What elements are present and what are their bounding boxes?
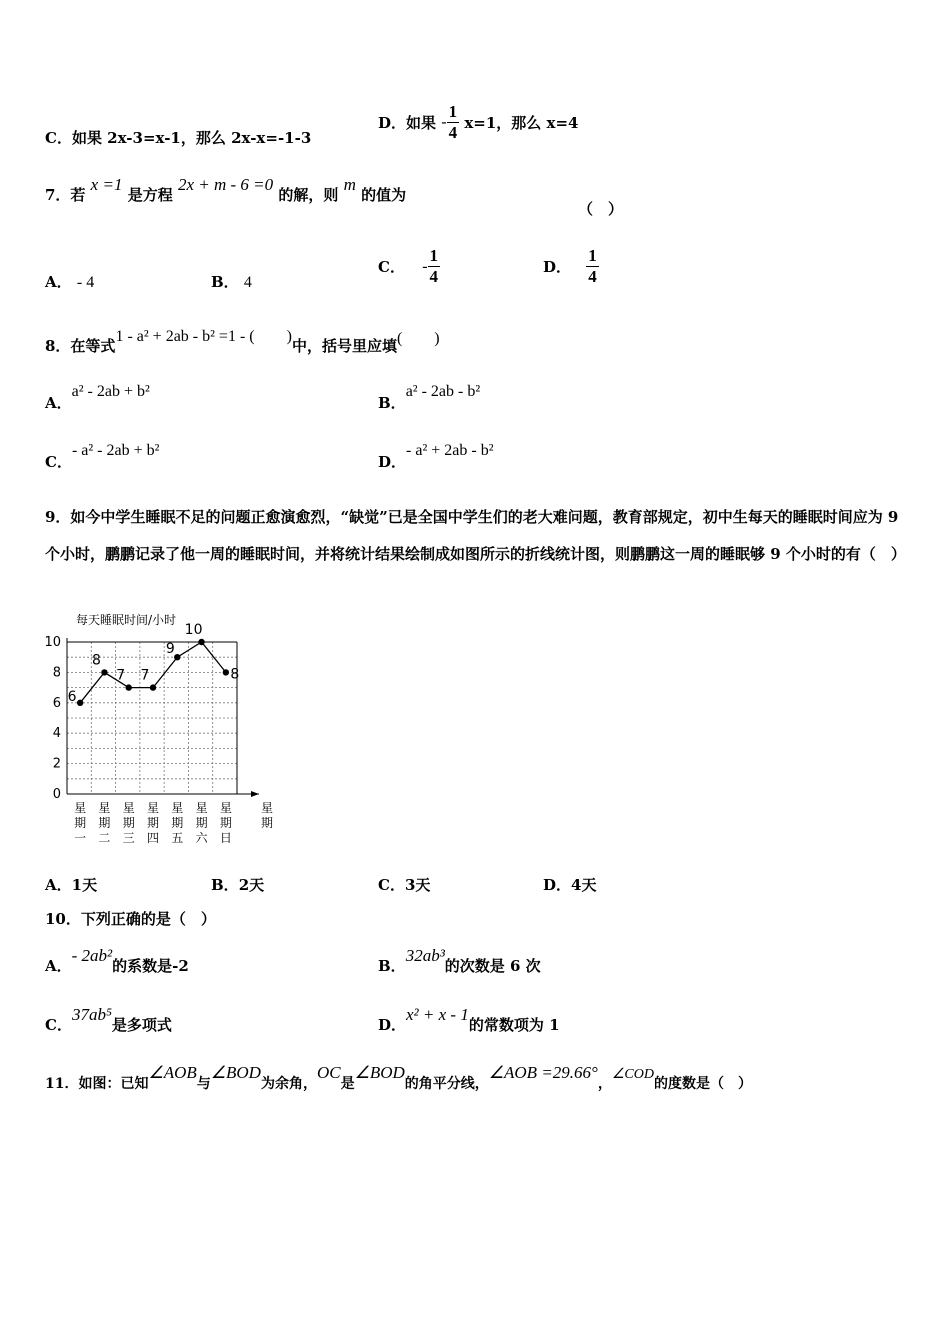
data-point bbox=[223, 669, 229, 675]
y-tick-label: 8 bbox=[52, 665, 61, 681]
q10-option-b-label: B． bbox=[378, 957, 406, 975]
q10-option-c-expr: 37ab⁵ bbox=[71, 1005, 112, 1024]
q11-part-5: 的角平分线， bbox=[404, 1076, 489, 1092]
q7-expr-x: x =1 bbox=[90, 175, 123, 194]
q10-option-a bbox=[45, 946, 189, 976]
q9-option-a-text: 1天 bbox=[71, 876, 98, 894]
q8-stem bbox=[45, 328, 440, 356]
data-label: 7 bbox=[140, 667, 150, 684]
y-tick-label: 6 bbox=[52, 695, 61, 711]
q9-option-c-label: C． bbox=[378, 876, 405, 894]
q9-option-b-label: B． bbox=[211, 876, 239, 894]
q9-option-c-text: 3天 bbox=[404, 876, 431, 894]
q8-option-a-label: A． bbox=[45, 394, 72, 412]
q7-answer-blank: （ ） bbox=[578, 200, 624, 218]
data-point bbox=[101, 669, 107, 675]
x-axis-label: 星期 bbox=[260, 801, 274, 830]
q10-option-b-text: 的次数是 6 次 bbox=[444, 957, 541, 975]
q11-part-3: 为余角， bbox=[260, 1076, 317, 1092]
q10-option-b bbox=[378, 946, 541, 976]
q8-option-b-label: B． bbox=[378, 394, 406, 412]
q7-option-d-denominator: 4 bbox=[588, 267, 597, 286]
q7-option-c-numerator: 1 bbox=[429, 246, 439, 265]
q8-option-a-expr: a² - 2ab + b² bbox=[71, 383, 150, 400]
y-tick-label: 0 bbox=[52, 787, 61, 802]
q10-option-b-expr: 32ab³ bbox=[405, 946, 445, 965]
q11-part-1: 11．如图：已知 bbox=[45, 1076, 149, 1092]
q10-option-d-label: D． bbox=[378, 1016, 407, 1034]
q9-option-c bbox=[378, 874, 430, 895]
data-point bbox=[77, 700, 83, 706]
data-point bbox=[126, 684, 132, 690]
q6-option-d-fraction bbox=[447, 102, 460, 143]
chart-title: 每天睡眠时间/小时 bbox=[76, 613, 177, 627]
q8-option-c bbox=[45, 442, 160, 472]
data-label: 6 bbox=[67, 688, 77, 705]
q6-option-d bbox=[378, 102, 578, 143]
q8-option-c-label: C． bbox=[45, 453, 72, 471]
q10-option-a-label: A． bbox=[45, 957, 72, 975]
q7-option-a-value: - 4 bbox=[76, 274, 95, 291]
q11-part-7: 的度数是（ ） bbox=[653, 1076, 752, 1092]
q7-option-a-label: A． bbox=[45, 273, 72, 291]
q9-option-a bbox=[45, 874, 97, 895]
q7-stem-c: 的解，则 bbox=[278, 186, 339, 204]
q6-option-d-prefix: 如果 bbox=[406, 114, 437, 132]
q8-answer-blank: ( ) bbox=[396, 330, 440, 347]
q7-option-d-numerator: 1 bbox=[588, 246, 597, 265]
q8-option-d-label: D． bbox=[378, 453, 407, 471]
data-point bbox=[198, 639, 204, 645]
q6-option-d-numerator: 1 bbox=[448, 102, 458, 121]
q9-option-b-text: 2天 bbox=[238, 876, 265, 894]
y-tick-label: 10 bbox=[44, 635, 61, 650]
q10-option-d-expr: x² + x - 1 bbox=[406, 1005, 469, 1024]
x-tick-label: 星期日 bbox=[219, 801, 232, 845]
q10-option-c-label: C． bbox=[45, 1016, 72, 1034]
q7-option-a bbox=[45, 271, 94, 292]
q7-stem-b: 是方程 bbox=[127, 186, 173, 204]
q7-option-c-fraction bbox=[428, 246, 441, 287]
q10-option-c bbox=[45, 1005, 172, 1035]
q7-option-c bbox=[378, 246, 440, 287]
sleep-line-chart bbox=[40, 608, 300, 848]
q7-option-d bbox=[543, 246, 599, 287]
q6-option-d-minus: - bbox=[441, 113, 447, 131]
q7-stem bbox=[45, 175, 407, 205]
q11-expr-oc: OC bbox=[316, 1063, 341, 1082]
y-tick-label: 2 bbox=[52, 756, 61, 772]
chart-marks bbox=[68, 622, 240, 706]
x-tick-label: 星期二 bbox=[98, 801, 111, 845]
q6-option-c bbox=[45, 127, 311, 148]
q9-option-d-label: D． bbox=[543, 876, 572, 894]
data-label: 8 bbox=[91, 652, 101, 669]
x-tick-label: 星期三 bbox=[122, 801, 135, 845]
x-axis-arrow-icon bbox=[251, 791, 259, 797]
q11-part-4: 是 bbox=[340, 1076, 355, 1092]
y-tick-label: 4 bbox=[52, 726, 61, 742]
x-tick-label: 星期六 bbox=[195, 801, 208, 845]
q6-option-d-suffix: x=1，那么 x=4 bbox=[464, 114, 579, 132]
q10-option-a-text: 的系数是-2 bbox=[112, 957, 189, 975]
q9-option-d-text: 4天 bbox=[571, 876, 597, 894]
q10-stem: 10．下列正确的是（ ） bbox=[45, 910, 216, 928]
data-point bbox=[150, 684, 156, 690]
q8-option-c-expr: - a² - 2ab + b² bbox=[71, 442, 160, 459]
q11-expr-aob: ∠AOB bbox=[148, 1063, 197, 1082]
q10-option-a-expr: - 2ab² bbox=[71, 946, 113, 965]
q7-expr-m: m bbox=[343, 175, 356, 194]
data-label: 7 bbox=[116, 667, 126, 684]
data-point bbox=[174, 654, 180, 660]
q11-expr-aob-value: ∠AOB =29.66° bbox=[488, 1063, 598, 1082]
x-tick-label: 星期一 bbox=[74, 801, 87, 845]
q10-option-c-text: 是多项式 bbox=[111, 1016, 172, 1034]
q8-option-d bbox=[378, 442, 494, 472]
data-label: 8 bbox=[230, 666, 240, 683]
q7-stem-a: 7．若 bbox=[45, 186, 86, 204]
q6-option-d-denominator: 4 bbox=[448, 123, 458, 142]
q8-expr: 1 - a² + 2ab - b² =1 - ( ) bbox=[115, 328, 292, 345]
q7-expr-equation: 2x + m - 6 =0 bbox=[177, 175, 274, 194]
q6-option-c-text: 如果 2x-3=x-1，那么 2x-x=-1-3 bbox=[71, 129, 312, 147]
q8-stem-b: 中，括号里应填 bbox=[291, 337, 397, 355]
q11-expr-bod: ∠BOD bbox=[210, 1063, 261, 1082]
q8-option-b bbox=[378, 383, 481, 413]
q7-option-b bbox=[211, 271, 252, 292]
q11-stem bbox=[45, 1063, 752, 1093]
q8-stem-a: 8．在等式 bbox=[45, 337, 116, 355]
q8-option-a bbox=[45, 383, 150, 413]
q11-part-6: ， bbox=[597, 1076, 612, 1092]
x-tick-label: 星期四 bbox=[146, 801, 160, 845]
q10-option-d bbox=[378, 1005, 560, 1035]
q6-option-c-label: C． bbox=[45, 129, 72, 147]
q11-expr-cod: ∠COD bbox=[611, 1067, 654, 1082]
q8-option-b-expr: a² - 2ab - b² bbox=[405, 383, 481, 400]
data-label: 9 bbox=[165, 641, 175, 658]
q11-expr-bod-2: ∠BOD bbox=[354, 1063, 405, 1082]
q7-option-b-label: B． bbox=[211, 273, 239, 291]
q9-option-b bbox=[211, 874, 264, 895]
q7-option-b-value: 4 bbox=[243, 274, 252, 291]
q7-option-c-minus: - bbox=[422, 257, 428, 275]
q9-stem: 9．如今中学生睡眠不足的问题正愈演愈烈，“缺觉”已是全国中学生们的老大难问题，教育部规定，初中生每天的睡眠时间应为 9 个小时，鹏鹏记录了他一周的睡眠时间，并将统计结果绘制成如图所示的折线统计图，则鹏鹏这一周的睡眠够 9 个小时的有（ ） bbox=[45, 508, 906, 563]
q7-option-c-denominator: 4 bbox=[429, 267, 439, 286]
x-tick-label: 星期五 bbox=[171, 801, 184, 845]
q11-part-2: 与 bbox=[196, 1076, 211, 1092]
q7-option-d-label: D． bbox=[543, 258, 572, 276]
q7-option-c-label: C． bbox=[378, 258, 405, 276]
q9-option-a-label: A． bbox=[45, 876, 72, 894]
q6-option-d-label: D． bbox=[378, 114, 407, 132]
data-label: 10 bbox=[184, 622, 203, 638]
q7-option-d-fraction bbox=[586, 246, 599, 287]
q8-option-d-expr: - a² + 2ab - b² bbox=[406, 442, 494, 459]
q9-option-d bbox=[543, 874, 596, 895]
q7-stem-d: 的值为 bbox=[361, 186, 407, 204]
q10-option-d-text: 的常数项为 1 bbox=[468, 1016, 560, 1034]
